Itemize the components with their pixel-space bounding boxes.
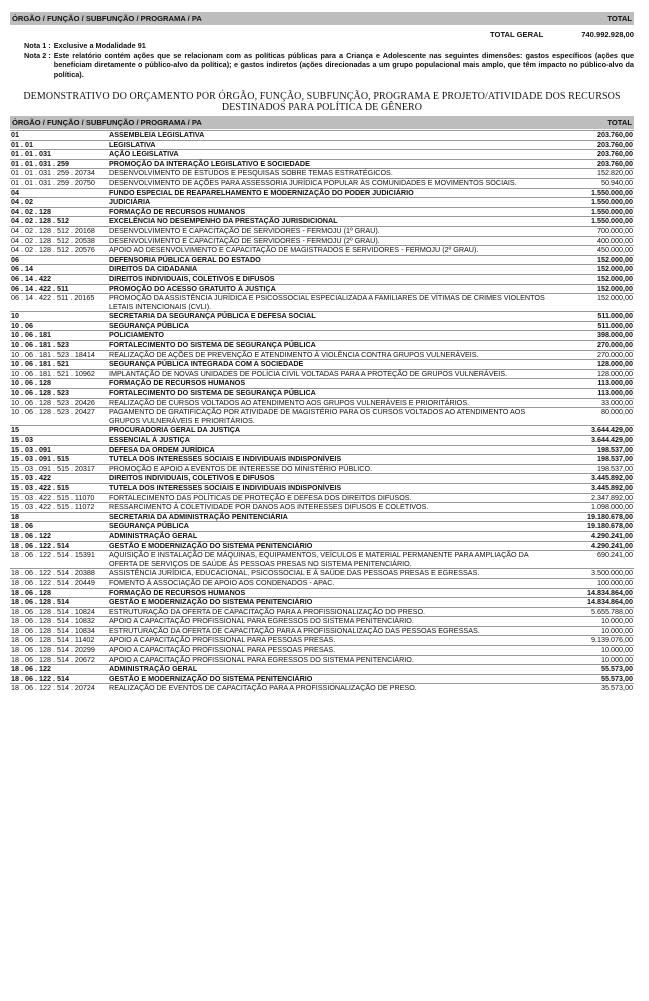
row-code: 18 . 06 . 122 . 514 . 20449 [11,577,95,587]
row-value: 3.445.892,00 [591,482,633,492]
row-value: 10.000,00 [601,645,633,655]
row-code: 01 [11,130,19,139]
note-text: Este relatório contém ações que se relacionam com as políticas públicas para a Criança e Adolescente nas seguintes dimensões: gastos específicos (ações que beneficiam diretamente o público-alvo da política); e gastos indiretos (ações direcionadas a um grupo populacional mais amplo, que têm impacto no público-alvo da política). [53,50,634,79]
row-value: 100.000,00 [597,577,633,587]
table-row [10,435,634,445]
row-code: 01 . 01 . 031 [11,149,51,159]
table-row [10,197,634,207]
table-header-total: TOTAL [607,118,632,127]
row-value: 152.820,00 [597,168,633,178]
row-value: 19.180.678,00 [587,511,633,521]
table-row [10,149,634,159]
row-value: 4.290.241,00 [591,540,633,550]
row-desc: DESENVOLVIMENTO DE AÇÕES PARA ASSESSORIA JURÍDICA POPULAR ÀS COMUNIDADES E MOVIMENTOS SOCIAIS. [109,177,517,187]
row-code: 18 . 06 . 122 . 514 [11,540,69,550]
row-code: 01 . 01 [11,139,33,149]
row-value: 113.000,00 [597,378,633,388]
row-value: 152.000,00 [597,264,633,274]
row-value: 511.000,00 [597,320,633,330]
row-value: 35.573,00 [601,683,633,693]
row-value: 152.000,00 [597,254,633,264]
table-row [10,350,634,360]
row-desc: DESENVOLVIMENTO E CAPACITAÇÃO DE SERVIDORES - FERMOJU (1º GRAU). [109,225,380,235]
total-geral-value: 740.992.928,00 [581,30,634,39]
row-value: 203.760,00 [597,139,633,149]
row-value: 80.000,00 [601,407,633,417]
note-1 [24,41,634,51]
table-row [10,236,634,246]
row-code: 18 . 06 . 128 . 514 [11,597,69,607]
row-code: 18 . 06 . 128 . 514 . 20299 [11,645,95,655]
table-row [10,407,634,425]
total-geral-line [10,30,634,39]
row-code: 15 . 03 . 091 . 515 [11,454,69,464]
table-row [10,473,634,483]
row-code: 15 . 03 . 422 . 515 [11,482,69,492]
row-code: 15 . 03 . 422 [11,473,51,483]
row-desc: SEGURANÇA PÚBLICA [109,320,189,330]
row-code: 18 . 06 . 128 [11,587,51,597]
table-row [10,140,634,150]
table-row [10,178,634,188]
budget-table-body [10,130,634,693]
top-header-label: ÓRGÃO / FUNÇÃO / SUBFUNÇÃO / PROGRAMA / PA [12,14,202,23]
table-row [10,359,634,369]
note-text: Exclusive a Modalidade 91 [53,41,146,50]
row-desc: POLICIAMENTO [109,330,164,340]
row-code: 15 . 03 [11,435,33,444]
row-value: 1.550.000,00 [591,206,633,216]
row-code: 10 . 06 . 181 . 521 [11,359,69,369]
row-desc: DESENVOLVIMENTO DE ESTUDOS E PESQUISAS SOBRE TEMAS ESTRATÉGICOS. [109,168,393,178]
table-row [10,293,634,311]
note-label: Nota 2 : [24,50,51,60]
row-code: 18 . 06 . 122 . 514 . 20388 [11,568,95,578]
row-value: 3.445.892,00 [591,473,633,483]
row-value: 19.180.678,00 [587,521,633,531]
row-value: 14.834.864,00 [587,597,633,607]
row-value: 1.550.000,00 [591,187,633,197]
row-value: 1.550.000,00 [591,216,633,226]
table-row [10,216,634,226]
row-value: 55.573,00 [601,664,633,674]
row-code: 18 . 06 . 122 [11,530,51,540]
row-value: 3.644.429,00 [591,435,633,444]
row-desc: GESTÃO E MODERNIZAÇÃO DO SISTEMA PENITENCIÁRIO [109,597,313,607]
row-value: 1.550.000,00 [591,197,633,207]
row-code: 01 . 01 . 031 . 259 [11,158,69,168]
row-code: 18 . 06 . 122 [11,664,51,674]
row-desc: APOIO A CAPACITAÇÃO PROFISSIONAL PARA EGRESSOS DO SISTEMA PENITENCIÁRIO. [109,654,414,664]
row-value: 10.000,00 [601,625,633,635]
row-code: 10 . 06 . 128 . 523 [11,388,69,398]
budget-page [10,12,634,693]
row-value: 152.000,00 [597,283,633,293]
row-code: 06 . 14 . 422 . 511 [11,283,69,293]
table-row [10,284,634,294]
row-desc: PROMOÇÃO DA ASSISTÊNCIA JURÍDICA E PSICOSSOCIAL ESPECIALIZADA A FAMILIARES DE VÍTIMAS DE CRIMES VIOLENTOS LETAIS INTENCIONAIS (CVLI). [109,293,545,311]
row-desc: AÇÃO LEGISLATIVA [109,149,179,159]
table-row [10,207,634,217]
row-code: 06 [11,254,19,264]
table-row [10,512,634,522]
row-value: 128.000,00 [597,359,633,369]
row-code: 01 . 01 . 031 . 259 . 20734 [11,168,95,178]
top-table-header [10,12,634,25]
row-value: 270.000,00 [597,340,633,350]
table-row [10,502,634,512]
row-code: 04 . 02 [11,197,33,207]
table-row [10,330,634,340]
row-code: 15 . 03 . 091 . 515 . 20317 [11,463,95,473]
table-row [10,445,634,455]
row-value: 128.000,00 [597,368,633,378]
row-value: 198.537,00 [597,463,633,473]
table-row [10,597,634,607]
row-desc: APOIO A CAPACITAÇÃO PROFISSIONAL PARA EGRESSOS DO SISTEMA PENITENCIÁRIO. [109,616,414,626]
row-desc: IMPLANTAÇÃO DE NOVAS UNIDADES DE POLÍCIA CIVIL VOLTADAS PARA A PROTEÇÃO DE GRUPOS VULNERÁVEIS. [109,368,508,378]
table-row [10,188,634,198]
row-code: 15 . 03 . 422 . 515 . 11070 [11,492,95,502]
table-row [10,264,634,274]
row-value: 511.000,00 [597,311,633,321]
row-code: 10 . 06 [11,320,33,330]
row-code: 10 . 06 . 181 [11,330,51,340]
table-header-label: ÓRGÃO / FUNÇÃO / SUBFUNÇÃO / PROGRAMA / PA [12,118,202,127]
table-row [10,541,634,551]
total-geral-label: TOTAL GERAL [490,30,544,39]
row-value: 203.760,00 [597,158,633,168]
table-row [10,626,634,636]
table-row [10,274,634,284]
note-label: Nota 1 : [24,41,51,50]
table-row [10,369,634,379]
row-code: 18 . 06 . 122 . 514 . 15391 [11,550,95,560]
row-value: 50.940,00 [601,177,633,187]
row-code: 10 . 06 . 181 . 521 . 10962 [11,368,95,378]
table-row [10,425,634,435]
row-desc: ESTRUTURAÇÃO DA OFERTA DE CAPACITAÇÃO PARA A PROFISSIONALIZAÇÃO DO PRESO. [109,606,426,616]
row-desc: ESTRUTURAÇÃO DA OFERTA DE CAPACITAÇÃO PARA A PROFISSIONALIZAÇÃO DAS PESSOAS EGRESSAS. [109,625,480,635]
row-desc: LEGISLATIVA [109,139,156,149]
table-row [10,578,634,588]
row-desc: JUDICIÁRIA [109,197,151,207]
row-code: 10 . 06 . 128 [11,378,51,388]
table-row [10,674,634,684]
row-value: 14.834.864,00 [587,587,633,597]
row-code: 18 . 06 . 122 . 514 [11,673,69,683]
row-desc: ESSENCIAL À JUSTIÇA [109,435,190,444]
row-desc: FOMENTO À ASSOCIAÇÃO DE APOIO AOS CONDENADOS - APAC. [109,577,335,587]
table-row [10,616,634,626]
table-row [10,464,634,474]
row-desc: REALIZAÇÃO DE CURSOS VOLTADOS AO ATENDIMENTO AOS GRUPOS VULNERÁVEIS E PRIORITÁRIOS. [109,397,470,407]
row-desc: DESENVOLVIMENTO E CAPACITAÇÃO DE SERVIDORES - FERMOJU (2º GRAU). [109,235,380,245]
row-desc: ADMINISTRAÇÃO GERAL [109,530,198,540]
row-code: 10 . 06 . 128 . 523 . 20426 [11,397,95,407]
row-desc: EXCELÊNCIA NO DESEMPENHO DA PRESTAÇÃO JURISDICIONAL [109,216,338,226]
row-code: 10 . 06 . 181 . 523 . 18414 [11,349,95,359]
table-row [10,321,634,331]
row-code: 18 . 06 . 128 . 514 . 20672 [11,654,95,664]
row-code: 10 . 06 . 128 . 523 . 20427 [11,407,95,417]
row-desc: FORMAÇÃO DE RECURSOS HUMANOS [109,206,246,216]
row-value: 3.644.429,00 [591,425,633,435]
top-header-total: TOTAL [607,14,632,23]
row-value: 398.000,00 [597,330,633,340]
row-desc: PROCURADORIA GERAL DA JUSTIÇA [109,425,241,435]
table-row [10,550,634,568]
table-row [10,398,634,408]
row-desc: FORTALECIMENTO DAS POLÍTICAS DE PROTEÇÃO E DEFESA DOS DIREITOS DIFUSOS. [109,492,412,502]
table-row [10,645,634,655]
table-row [10,635,634,645]
row-value: 152.000,00 [597,273,633,283]
table-row [10,378,634,388]
table-row [10,311,634,321]
row-value: 2.347.892,00 [591,492,633,502]
row-desc: FORMAÇÃO DE RECURSOS HUMANOS [109,587,246,597]
row-value: 10.000,00 [601,654,633,664]
table-row [10,683,634,693]
row-desc: DIREITOS INDIVIDUAIS, COLETIVOS E DIFUSOS [109,273,275,283]
table-row [10,454,634,464]
table-row [10,531,634,541]
table-row [10,340,634,350]
row-desc: APOIO A CAPACITAÇÃO PROFISSIONAL PARA PESSOAS PRESAS. [109,645,336,655]
row-desc: GESTÃO E MODERNIZAÇÃO DO SISTEMA PENITENCIÁRIO [109,540,313,550]
row-code: 06 . 14 . 422 [11,273,51,283]
row-value: 5.655.788,00 [591,606,633,616]
notes-section [10,41,634,79]
row-code: 15 . 03 . 422 . 515 . 11072 [11,502,95,512]
row-value: 270.000,00 [597,349,633,359]
row-code: 18 . 06 . 128 . 514 . 10832 [11,616,95,626]
row-value: 690.241,00 [597,550,633,560]
table-row [10,168,634,178]
row-code: 01 . 01 . 031 . 259 . 20750 [11,177,95,187]
row-code: 04 . 02 . 128 [11,206,51,216]
row-desc: SEGURANÇA PÚBLICA [109,521,189,531]
row-value: 33.000,00 [601,397,633,407]
table-row [10,655,634,665]
row-desc: FORMAÇÃO DE RECURSOS HUMANOS [109,378,246,388]
table-row [10,588,634,598]
document-title: DEMONSTRATIVO DO ORÇAMENTO POR ÓRGÃO, FUNÇÃO, SUBFUNÇÃO, PROGRAMA E PROJETO/ATIVIDADE DOS RECURSOS DESTINADOS PARA POLÍTICA DE GÊNERO [23,91,621,113]
table-row [10,664,634,674]
row-code: 15 . 03 . 091 [11,444,51,454]
row-value: 203.760,00 [597,149,633,159]
row-desc: SEGURANÇA PÚBLICA INTEGRADA COM A SOCIEDADE [109,359,304,369]
row-code: 04 . 02 . 128 . 512 . 20168 [11,225,95,235]
note-2 [24,51,634,80]
table-header [10,116,634,129]
row-desc: ASSISTÊNCIA JURÍDICA, EDUCACIONAL, PSICOSSOCIAL E À SAÚDE DAS PESSOAS PRESAS E EGRESSAS. [109,568,480,578]
row-desc: PAGAMENTO DE GRATIFICAÇÃO POR ATIVIDADE DE MAGISTÉRIO PARA OS CURSOS VOLTADOS AO ATENDIMENTO AOS GRUPOS VULNERÁVEIS E PRIORITÁRIOS. [109,407,526,425]
table-row [10,568,634,578]
row-code: 18 . 06 [11,521,33,531]
row-value: 198.537,00 [597,454,633,464]
row-desc: GESTÃO E MODERNIZAÇÃO DO SISTEMA PENITENCIÁRIO [109,673,313,683]
table-row [10,521,634,531]
table-row [10,130,634,140]
row-desc: SECRETARIA DA ADMINISTRAÇÃO PENITENCIÁRIA [109,511,288,521]
row-code: 18 [11,511,19,521]
row-desc: APOIO AO DESENVOLVIMENTO E CAPACITAÇÃO DE MAGISTRADOS E SERVIDORES - FERMOJU (2º GRAU). [109,245,479,255]
row-desc: DEFESA DA ORDEM JURÍDICA [109,444,215,454]
row-desc: DIREITOS DA CIDADANIA [109,264,198,274]
row-desc: TUTELA DOS INTERESSES SOCIAIS E INDIVIDUAIS INDISPONÍVEIS [109,482,342,492]
row-desc: FORTALECIMENTO DO SISTEMA DE SEGURANÇA PÚBLICA [109,388,316,398]
row-desc: RESSARCIMENTO À COLETIVIDADE POR DANOS AOS INTERESSES DIFUSOS E COLETIVOS. [109,502,429,512]
row-code: 04 . 02 . 128 . 512 . 20576 [11,245,95,255]
row-value: 55.573,00 [601,673,633,683]
row-value: 450.000,00 [597,245,633,255]
row-code: 18 . 06 . 128 . 514 . 10824 [11,606,95,616]
row-desc: FUNDO ESPECIAL DE REAPARELHAMENTO E MODERNIZAÇÃO DO PODER JUDICIÁRIO [109,187,414,197]
row-desc: SECRETARIA DA SEGURANÇA PÚBLICA E DEFESA SOCIAL [109,311,316,321]
row-desc: ASSEMBLEIA LEGISLATIVA [109,130,205,139]
row-code: 18 . 06 . 128 . 514 . 11402 [11,635,95,645]
row-value: 700.000,00 [597,225,633,235]
row-value: 152.000,00 [597,293,633,303]
table-row [10,226,634,236]
row-value: 3.500.000,00 [591,568,633,578]
row-code: 18 . 06 . 122 . 514 . 20724 [11,683,95,693]
row-value: 400.000,00 [597,235,633,245]
row-desc: REALIZAÇÃO DE AÇÕES DE PREVENÇÃO E ATENDIMENTO À VIOLÊNCIA CONTRA GRUPOS VULNERÁVEIS. [109,349,479,359]
row-value: 1.098.000,00 [591,502,633,512]
row-desc: FORTALECIMENTO DO SISTEMA DE SEGURANÇA PÚBLICA [109,340,316,350]
row-desc: PROMOÇÃO DO ACESSO GRATUITO À JUSTIÇA [109,283,276,293]
row-code: 06 . 14 . 422 . 511 . 20165 [11,293,95,303]
row-code: 10 [11,311,19,321]
row-code: 04 . 02 . 128 . 512 [11,216,69,226]
row-desc: APOIO A CAPACITAÇÃO PROFISSIONAL PARA PESSOAS PRESAS. [109,635,336,645]
row-value: 4.290.241,00 [591,530,633,540]
row-desc: PROMOÇÃO E APOIO A EVENTOS DE INTERESSE DO MINISTÉRIO PÚBLICO. [109,463,373,473]
table-row [10,483,634,493]
row-value: 113.000,00 [597,388,633,398]
row-desc: DIREITOS INDIVIDUAIS, COLETIVOS E DIFUSOS [109,473,275,483]
table-row [10,255,634,265]
table-row [10,159,634,169]
row-code: 04 [11,187,19,197]
table-row [10,493,634,503]
row-value: 10.000,00 [601,616,633,626]
row-code: 15 [11,425,19,435]
table-row [10,388,634,398]
row-code: 18 . 06 . 128 . 514 . 10834 [11,625,95,635]
row-code: 10 . 06 . 181 . 523 [11,340,69,350]
row-code: 06 . 14 [11,264,33,274]
row-value: 203.760,00 [597,130,633,139]
row-code: 04 . 02 . 128 . 512 . 20538 [11,235,95,245]
row-desc: PROMOÇÃO DA INTERAÇÃO LEGISLATIVO E SOCIEDADE [109,158,310,168]
table-row [10,607,634,617]
row-desc: REALIZAÇÃO DE EVENTOS DE CAPACITAÇÃO PARA A PROFISSIONALIZAÇÃO DE PRESO. [109,683,417,693]
row-value: 9.139.076,00 [591,635,633,645]
row-desc: DEFENSORIA PÚBLICA GERAL DO ESTADO [109,254,261,264]
row-desc: TUTELA DOS INTERESSES SOCIAIS E INDIVIDUAIS INDISPONÍVEIS [109,454,342,464]
table-row [10,245,634,255]
row-desc: AQUISIÇÃO E INSTALAÇÃO DE MÁQUINAS, EQUIPAMENTOS, VEÍCULOS E MATERIAL PERMANENTE PARA AMPLIAÇÃO DA OFERTA DE SERVIÇOS DE SAÚDE ÀS PESSOAS PRESAS NO SISTEMA PENITENCIÁRIO. [109,550,529,568]
row-desc: ADMINISTRAÇÃO GERAL [109,664,198,674]
row-value: 198.537,00 [597,444,633,454]
